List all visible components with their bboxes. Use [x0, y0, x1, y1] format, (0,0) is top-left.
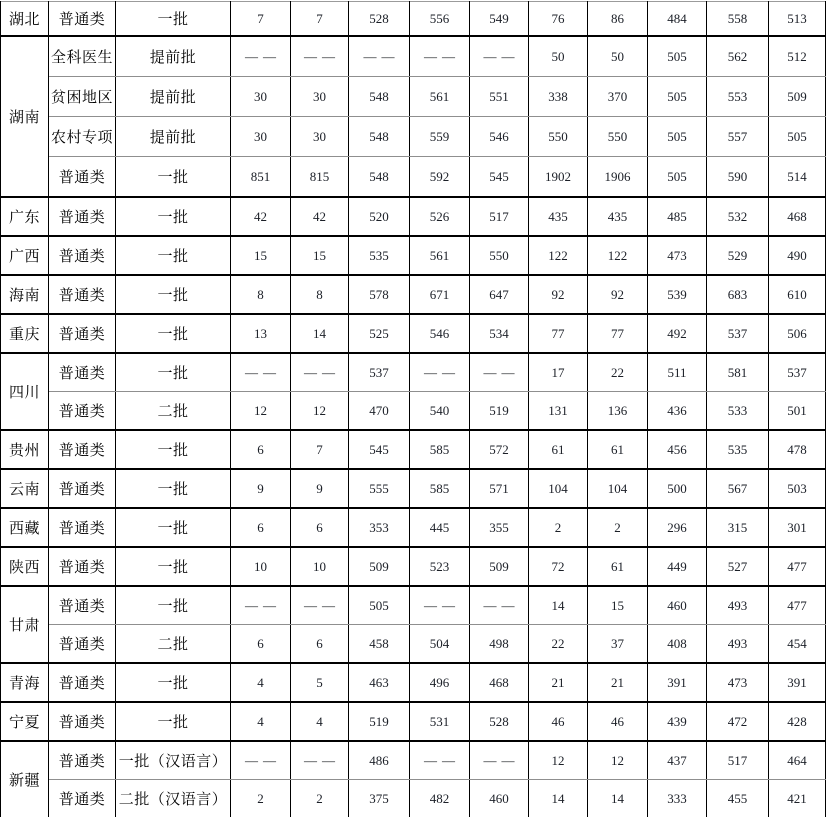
province-cell: 重庆 [1, 314, 49, 353]
value-cell: 528 [470, 702, 529, 741]
value-cell: —— [231, 741, 291, 780]
value-cell: 548 [349, 157, 410, 198]
admission-scores-table [0, 1, 826, 817]
value-cell: 439 [648, 702, 707, 741]
value-cell: 551 [470, 77, 529, 117]
province-cell: 新疆 [1, 741, 49, 817]
value-cell: 13 [231, 314, 291, 353]
value-cell: —— [410, 741, 470, 780]
batch-cell: 一批 [116, 197, 231, 236]
batch-cell: 一批 [116, 586, 231, 625]
value-cell: 517 [470, 197, 529, 236]
value-cell: 514 [769, 157, 826, 198]
value-cell: —— [291, 741, 349, 780]
category-cell: 普通类 [49, 508, 116, 547]
province-cell: 青海 [1, 663, 49, 702]
value-cell: 671 [410, 275, 470, 314]
value-cell: 92 [588, 275, 648, 314]
value-cell: 408 [648, 625, 707, 664]
value-cell: 7 [291, 430, 349, 469]
value-cell: 436 [648, 392, 707, 431]
value-cell: 5 [291, 663, 349, 702]
value-cell: 104 [588, 469, 648, 508]
value-cell: 478 [769, 430, 826, 469]
value-cell: 509 [769, 77, 826, 117]
batch-cell: 一批 [116, 547, 231, 586]
province-cell: 甘肃 [1, 586, 49, 663]
value-cell: 22 [588, 353, 648, 392]
value-cell: 50 [529, 36, 588, 77]
value-cell: 473 [707, 663, 769, 702]
category-cell: 普通类 [49, 314, 116, 353]
batch-cell: 一批 [116, 236, 231, 275]
value-cell: —— [231, 586, 291, 625]
value-cell: 519 [349, 702, 410, 741]
value-cell: 851 [231, 157, 291, 198]
value-cell: —— [231, 36, 291, 77]
value-cell: 550 [588, 117, 648, 157]
value-cell: 492 [648, 314, 707, 353]
value-cell: 581 [707, 353, 769, 392]
value-cell: 546 [410, 314, 470, 353]
province-cell: 贵州 [1, 430, 49, 469]
value-cell: —— [470, 586, 529, 625]
value-cell: 42 [231, 197, 291, 236]
value-cell: 540 [410, 392, 470, 431]
value-cell: 520 [349, 197, 410, 236]
batch-cell: 二批 [116, 625, 231, 664]
value-cell: 527 [707, 547, 769, 586]
category-cell: 普通类 [49, 702, 116, 741]
value-cell: 528 [349, 2, 410, 37]
value-cell: 456 [648, 430, 707, 469]
value-cell: 454 [769, 625, 826, 664]
province-cell: 西藏 [1, 508, 49, 547]
value-cell: 445 [410, 508, 470, 547]
value-cell: 498 [470, 625, 529, 664]
value-cell: 485 [648, 197, 707, 236]
category-cell: 普通类 [49, 586, 116, 625]
value-cell: 537 [349, 353, 410, 392]
value-cell: 15 [588, 586, 648, 625]
value-cell: 61 [588, 430, 648, 469]
value-cell: 537 [707, 314, 769, 353]
value-cell: 517 [707, 741, 769, 780]
category-cell: 贫困地区 [49, 77, 116, 117]
value-cell: 6 [231, 508, 291, 547]
value-cell: 8 [291, 275, 349, 314]
batch-cell: 提前批 [116, 77, 231, 117]
category-cell: 普通类 [49, 741, 116, 780]
value-cell: 513 [769, 2, 826, 37]
value-cell: 370 [588, 77, 648, 117]
value-cell: 509 [349, 547, 410, 586]
value-cell: 500 [648, 469, 707, 508]
category-cell: 普通类 [49, 392, 116, 431]
value-cell: 464 [769, 741, 826, 780]
batch-cell: 一批 [116, 275, 231, 314]
table-row [1, 430, 826, 469]
value-cell: —— [291, 586, 349, 625]
value-cell: 1902 [529, 157, 588, 198]
value-cell: 14 [588, 780, 648, 817]
value-cell: 683 [707, 275, 769, 314]
batch-cell: 一批 [116, 353, 231, 392]
table-row [1, 353, 826, 392]
value-cell: 338 [529, 77, 588, 117]
batch-cell: 二批 [116, 392, 231, 431]
value-cell: 437 [648, 741, 707, 780]
value-cell: 549 [470, 2, 529, 37]
value-cell: 526 [410, 197, 470, 236]
table-row [1, 508, 826, 547]
value-cell: —— [349, 36, 410, 77]
table-row [1, 314, 826, 353]
table-row [1, 2, 826, 37]
table-row [1, 780, 826, 817]
value-cell: 496 [410, 663, 470, 702]
value-cell: 511 [648, 353, 707, 392]
value-cell: 460 [648, 586, 707, 625]
table-row [1, 77, 826, 117]
value-cell: 550 [470, 236, 529, 275]
value-cell: 4 [231, 663, 291, 702]
value-cell: —— [410, 586, 470, 625]
value-cell: —— [470, 353, 529, 392]
value-cell: 610 [769, 275, 826, 314]
table-row [1, 157, 826, 198]
value-cell: 519 [470, 392, 529, 431]
value-cell: 42 [291, 197, 349, 236]
value-cell: 512 [769, 36, 826, 77]
value-cell: 30 [231, 117, 291, 157]
value-cell: 647 [470, 275, 529, 314]
value-cell: 473 [648, 236, 707, 275]
value-cell: 585 [410, 469, 470, 508]
value-cell: 301 [769, 508, 826, 547]
value-cell: 7 [231, 2, 291, 37]
value-cell: 333 [648, 780, 707, 817]
value-cell: 585 [410, 430, 470, 469]
value-cell: 484 [648, 2, 707, 37]
value-cell: 50 [588, 36, 648, 77]
value-cell: 30 [291, 77, 349, 117]
value-cell: 14 [291, 314, 349, 353]
value-cell: 9 [231, 469, 291, 508]
table-row [1, 275, 826, 314]
value-cell: 10 [231, 547, 291, 586]
value-cell: 561 [410, 236, 470, 275]
value-cell: 435 [588, 197, 648, 236]
value-cell: 545 [470, 157, 529, 198]
value-cell: 548 [349, 77, 410, 117]
value-cell: 470 [349, 392, 410, 431]
value-cell: 558 [707, 2, 769, 37]
value-cell: 505 [648, 157, 707, 198]
value-cell: 296 [648, 508, 707, 547]
value-cell: 122 [588, 236, 648, 275]
value-cell: 4 [291, 702, 349, 741]
value-cell: 504 [410, 625, 470, 664]
value-cell: 353 [349, 508, 410, 547]
value-cell: 567 [707, 469, 769, 508]
value-cell: 104 [529, 469, 588, 508]
value-cell: 493 [707, 586, 769, 625]
value-cell: 10 [291, 547, 349, 586]
batch-cell: 一批 [116, 702, 231, 741]
province-cell: 湖北 [1, 2, 49, 37]
table-row [1, 586, 826, 625]
value-cell: 2 [588, 508, 648, 547]
province-cell: 广西 [1, 236, 49, 275]
value-cell: 553 [707, 77, 769, 117]
value-cell: 546 [470, 117, 529, 157]
value-cell: —— [470, 36, 529, 77]
value-cell: —— [470, 741, 529, 780]
batch-cell: 二批（汉语言） [116, 780, 231, 817]
category-cell: 普通类 [49, 236, 116, 275]
batch-cell: 提前批 [116, 36, 231, 77]
table-row [1, 236, 826, 275]
category-cell: 全科医生 [49, 36, 116, 77]
table-row [1, 36, 826, 77]
table-row [1, 702, 826, 741]
value-cell: 6 [231, 430, 291, 469]
value-cell: —— [410, 36, 470, 77]
value-cell: 6 [231, 625, 291, 664]
value-cell: 482 [410, 780, 470, 817]
value-cell: 468 [470, 663, 529, 702]
category-cell: 普通类 [49, 275, 116, 314]
value-cell: 131 [529, 392, 588, 431]
category-cell: 农村专项 [49, 117, 116, 157]
batch-cell: 一批 [116, 2, 231, 37]
batch-cell: 一批 [116, 157, 231, 198]
value-cell: 12 [291, 392, 349, 431]
value-cell: 590 [707, 157, 769, 198]
value-cell: 460 [470, 780, 529, 817]
value-cell: 122 [529, 236, 588, 275]
batch-cell: 一批 [116, 430, 231, 469]
value-cell: 532 [707, 197, 769, 236]
value-cell: 523 [410, 547, 470, 586]
category-cell: 普通类 [49, 157, 116, 198]
value-cell: 428 [769, 702, 826, 741]
value-cell: 506 [769, 314, 826, 353]
value-cell: 533 [707, 392, 769, 431]
value-cell: 571 [470, 469, 529, 508]
value-cell: 12 [588, 741, 648, 780]
table-row [1, 197, 826, 236]
value-cell: 61 [588, 547, 648, 586]
table-body [1, 2, 826, 817]
value-cell: 545 [349, 430, 410, 469]
value-cell: 548 [349, 117, 410, 157]
value-cell: —— [291, 353, 349, 392]
value-cell: 72 [529, 547, 588, 586]
value-cell: 17 [529, 353, 588, 392]
province-cell: 湖南 [1, 36, 49, 197]
value-cell: 535 [707, 430, 769, 469]
value-cell: 391 [648, 663, 707, 702]
value-cell: —— [410, 353, 470, 392]
value-cell: 2 [529, 508, 588, 547]
value-cell: 21 [588, 663, 648, 702]
category-cell: 普通类 [49, 663, 116, 702]
province-cell: 云南 [1, 469, 49, 508]
value-cell: 592 [410, 157, 470, 198]
value-cell: 14 [529, 780, 588, 817]
table-row [1, 392, 826, 431]
value-cell: 493 [707, 625, 769, 664]
value-cell: 449 [648, 547, 707, 586]
value-cell: 525 [349, 314, 410, 353]
table-row [1, 625, 826, 664]
category-cell: 普通类 [49, 353, 116, 392]
value-cell: 46 [588, 702, 648, 741]
value-cell: 477 [769, 547, 826, 586]
value-cell: 501 [769, 392, 826, 431]
value-cell: 391 [769, 663, 826, 702]
value-cell: 421 [769, 780, 826, 817]
value-cell: 6 [291, 625, 349, 664]
batch-cell: 一批 [116, 663, 231, 702]
value-cell: 77 [588, 314, 648, 353]
value-cell: 529 [707, 236, 769, 275]
value-cell: 30 [231, 77, 291, 117]
value-cell: 534 [470, 314, 529, 353]
value-cell: 46 [529, 702, 588, 741]
value-cell: 2 [231, 780, 291, 817]
value-cell: 12 [529, 741, 588, 780]
value-cell: 22 [529, 625, 588, 664]
value-cell: 77 [529, 314, 588, 353]
value-cell: 12 [231, 392, 291, 431]
value-cell: 1906 [588, 157, 648, 198]
value-cell: 505 [769, 117, 826, 157]
value-cell: 503 [769, 469, 826, 508]
batch-cell: 一批（汉语言） [116, 741, 231, 780]
value-cell: 315 [707, 508, 769, 547]
value-cell: 578 [349, 275, 410, 314]
batch-cell: 一批 [116, 469, 231, 508]
category-cell: 普通类 [49, 2, 116, 37]
value-cell: 375 [349, 780, 410, 817]
province-cell: 广东 [1, 197, 49, 236]
value-cell: 505 [349, 586, 410, 625]
value-cell: 458 [349, 625, 410, 664]
value-cell: 15 [231, 236, 291, 275]
value-cell: 30 [291, 117, 349, 157]
value-cell: 555 [349, 469, 410, 508]
value-cell: 355 [470, 508, 529, 547]
table-row [1, 469, 826, 508]
category-cell: 普通类 [49, 625, 116, 664]
value-cell: 561 [410, 77, 470, 117]
value-cell: 463 [349, 663, 410, 702]
table-row [1, 117, 826, 157]
province-cell: 海南 [1, 275, 49, 314]
value-cell: 505 [648, 36, 707, 77]
value-cell: 9 [291, 469, 349, 508]
value-cell: 6 [291, 508, 349, 547]
value-cell: 531 [410, 702, 470, 741]
value-cell: 4 [231, 702, 291, 741]
value-cell: 435 [529, 197, 588, 236]
value-cell: —— [291, 36, 349, 77]
value-cell: —— [231, 353, 291, 392]
value-cell: 509 [470, 547, 529, 586]
value-cell: 815 [291, 157, 349, 198]
value-cell: 472 [707, 702, 769, 741]
value-cell: 76 [529, 2, 588, 37]
province-cell: 宁夏 [1, 702, 49, 741]
value-cell: 572 [470, 430, 529, 469]
category-cell: 普通类 [49, 469, 116, 508]
batch-cell: 一批 [116, 314, 231, 353]
category-cell: 普通类 [49, 430, 116, 469]
value-cell: 7 [291, 2, 349, 37]
value-cell: 21 [529, 663, 588, 702]
table-row [1, 741, 826, 780]
value-cell: 562 [707, 36, 769, 77]
value-cell: 557 [707, 117, 769, 157]
value-cell: 559 [410, 117, 470, 157]
value-cell: 486 [349, 741, 410, 780]
table-row [1, 547, 826, 586]
value-cell: 468 [769, 197, 826, 236]
value-cell: 455 [707, 780, 769, 817]
value-cell: 477 [769, 586, 826, 625]
value-cell: 505 [648, 117, 707, 157]
value-cell: 37 [588, 625, 648, 664]
value-cell: 505 [648, 77, 707, 117]
province-cell: 陕西 [1, 547, 49, 586]
value-cell: 539 [648, 275, 707, 314]
category-cell: 普通类 [49, 780, 116, 817]
value-cell: 535 [349, 236, 410, 275]
value-cell: 490 [769, 236, 826, 275]
value-cell: 92 [529, 275, 588, 314]
value-cell: 556 [410, 2, 470, 37]
value-cell: 537 [769, 353, 826, 392]
value-cell: 15 [291, 236, 349, 275]
value-cell: 14 [529, 586, 588, 625]
batch-cell: 提前批 [116, 117, 231, 157]
batch-cell: 一批 [116, 508, 231, 547]
province-cell: 四川 [1, 353, 49, 430]
category-cell: 普通类 [49, 197, 116, 236]
category-cell: 普通类 [49, 547, 116, 586]
value-cell: 136 [588, 392, 648, 431]
table-row [1, 663, 826, 702]
value-cell: 8 [231, 275, 291, 314]
value-cell: 550 [529, 117, 588, 157]
value-cell: 2 [291, 780, 349, 817]
value-cell: 61 [529, 430, 588, 469]
value-cell: 86 [588, 2, 648, 37]
